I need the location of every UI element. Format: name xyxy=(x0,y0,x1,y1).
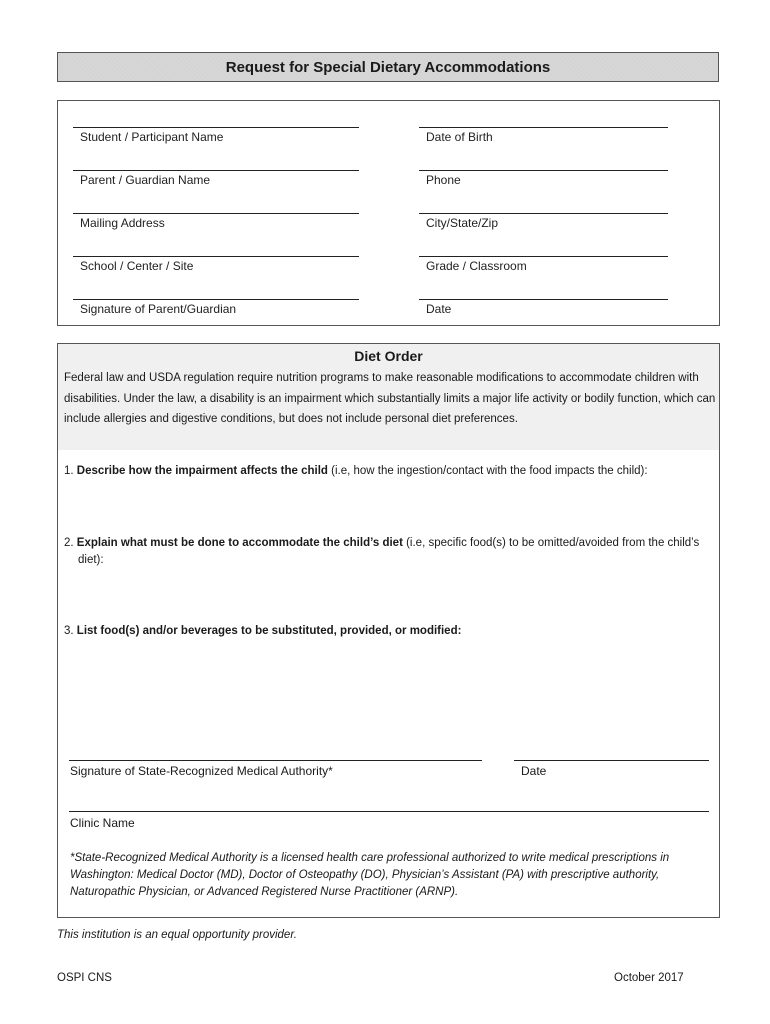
question-detail-text: (i.e, how the ingestion/contact with the food impacts the child): xyxy=(327,465,648,477)
question-number: 1. xyxy=(64,465,74,477)
city-state-zip-input[interactable] xyxy=(419,213,668,214)
diet-order-intro: Federal law and USDA regulation require nutrition programs to make reasonable modifications to accommodate children with disabilities. Under the law, a disability is an impairment which substantially limits a major life activity or bodily function, which can include allergies and digestive conditions, but does not include personal diet preferences. xyxy=(64,372,716,425)
city-state-zip-label: City/State/Zip xyxy=(426,216,499,230)
medical-signature-input[interactable] xyxy=(69,760,482,761)
accommodation-answer-area[interactable] xyxy=(64,574,712,618)
parent-name-input[interactable] xyxy=(73,170,359,171)
medical-signature-date-label: Date xyxy=(521,764,547,778)
clinic-name-input[interactable] xyxy=(69,811,709,812)
parent-signature-date-input[interactable] xyxy=(419,299,668,300)
school-site-input[interactable] xyxy=(73,256,359,257)
diet-order-heading: Diet Order xyxy=(354,348,423,364)
medical-signature-label: Signature of State-Recognized Medical Authority* xyxy=(70,764,333,778)
parent-signature-label: Signature of Parent/Guardian xyxy=(80,302,237,316)
question-number: 3. xyxy=(64,625,74,637)
mailing-address-label: Mailing Address xyxy=(80,216,165,230)
question-number: 2. xyxy=(64,537,74,549)
question-bold-text: Explain what must be done to accommodate the child’s diet xyxy=(76,537,403,549)
student-name-input[interactable] xyxy=(73,127,359,128)
medical-authority-note: *State-Recognized Medical Authority is a licensed health care professional authorized to write medical prescriptions in Washington: Medical Doctor (MD), Doctor of Osteopathy (DO), Physician’s Assistant (PA) with prescriptive authority, Naturopathic Physician, or Advanced Registered Nurse Practitioner (ARNP). xyxy=(70,852,670,898)
question-substitutions xyxy=(64,623,716,640)
participant-info-section xyxy=(57,100,720,326)
phone-label: Phone xyxy=(426,173,461,187)
parent-signature-date-label: Date xyxy=(426,302,452,316)
clinic-name-label: Clinic Name xyxy=(70,816,135,830)
grade-classroom-input[interactable] xyxy=(419,256,668,257)
footer-date: October 2017 xyxy=(614,972,684,984)
grade-classroom-label: Grade / Classroom xyxy=(426,259,527,273)
student-name-label: Student / Participant Name xyxy=(80,130,224,144)
question-bold-text: List food(s) and/or beverages to be substituted, provided, or modified: xyxy=(76,625,462,637)
substitutions-answer-area[interactable] xyxy=(64,644,712,749)
footer-organization: OSPI CNS xyxy=(57,972,112,984)
parent-name-label: Parent / Guardian Name xyxy=(80,173,211,187)
impairment-answer-area[interactable] xyxy=(64,484,712,528)
date-of-birth-label: Date of Birth xyxy=(426,130,493,144)
question-bold-text: Describe how the impairment affects the child xyxy=(76,465,328,477)
form-title: Request for Special Dietary Accommodations xyxy=(57,52,719,82)
school-site-label: School / Center / Site xyxy=(80,259,194,273)
medical-signature-date-input[interactable] xyxy=(514,760,709,761)
question-detail-text: (i.e, specific food(s) to be omitted/avoided from the child’s diet): xyxy=(78,537,700,566)
date-of-birth-input[interactable] xyxy=(419,127,668,128)
diet-order-section xyxy=(57,343,720,918)
parent-signature-input[interactable] xyxy=(73,299,359,300)
question-impairment xyxy=(64,463,716,480)
question-accommodation xyxy=(64,535,716,569)
equal-opportunity-statement: This institution is an equal opportunity provider. xyxy=(57,929,297,941)
mailing-address-input[interactable] xyxy=(73,213,359,214)
phone-input[interactable] xyxy=(419,170,668,171)
